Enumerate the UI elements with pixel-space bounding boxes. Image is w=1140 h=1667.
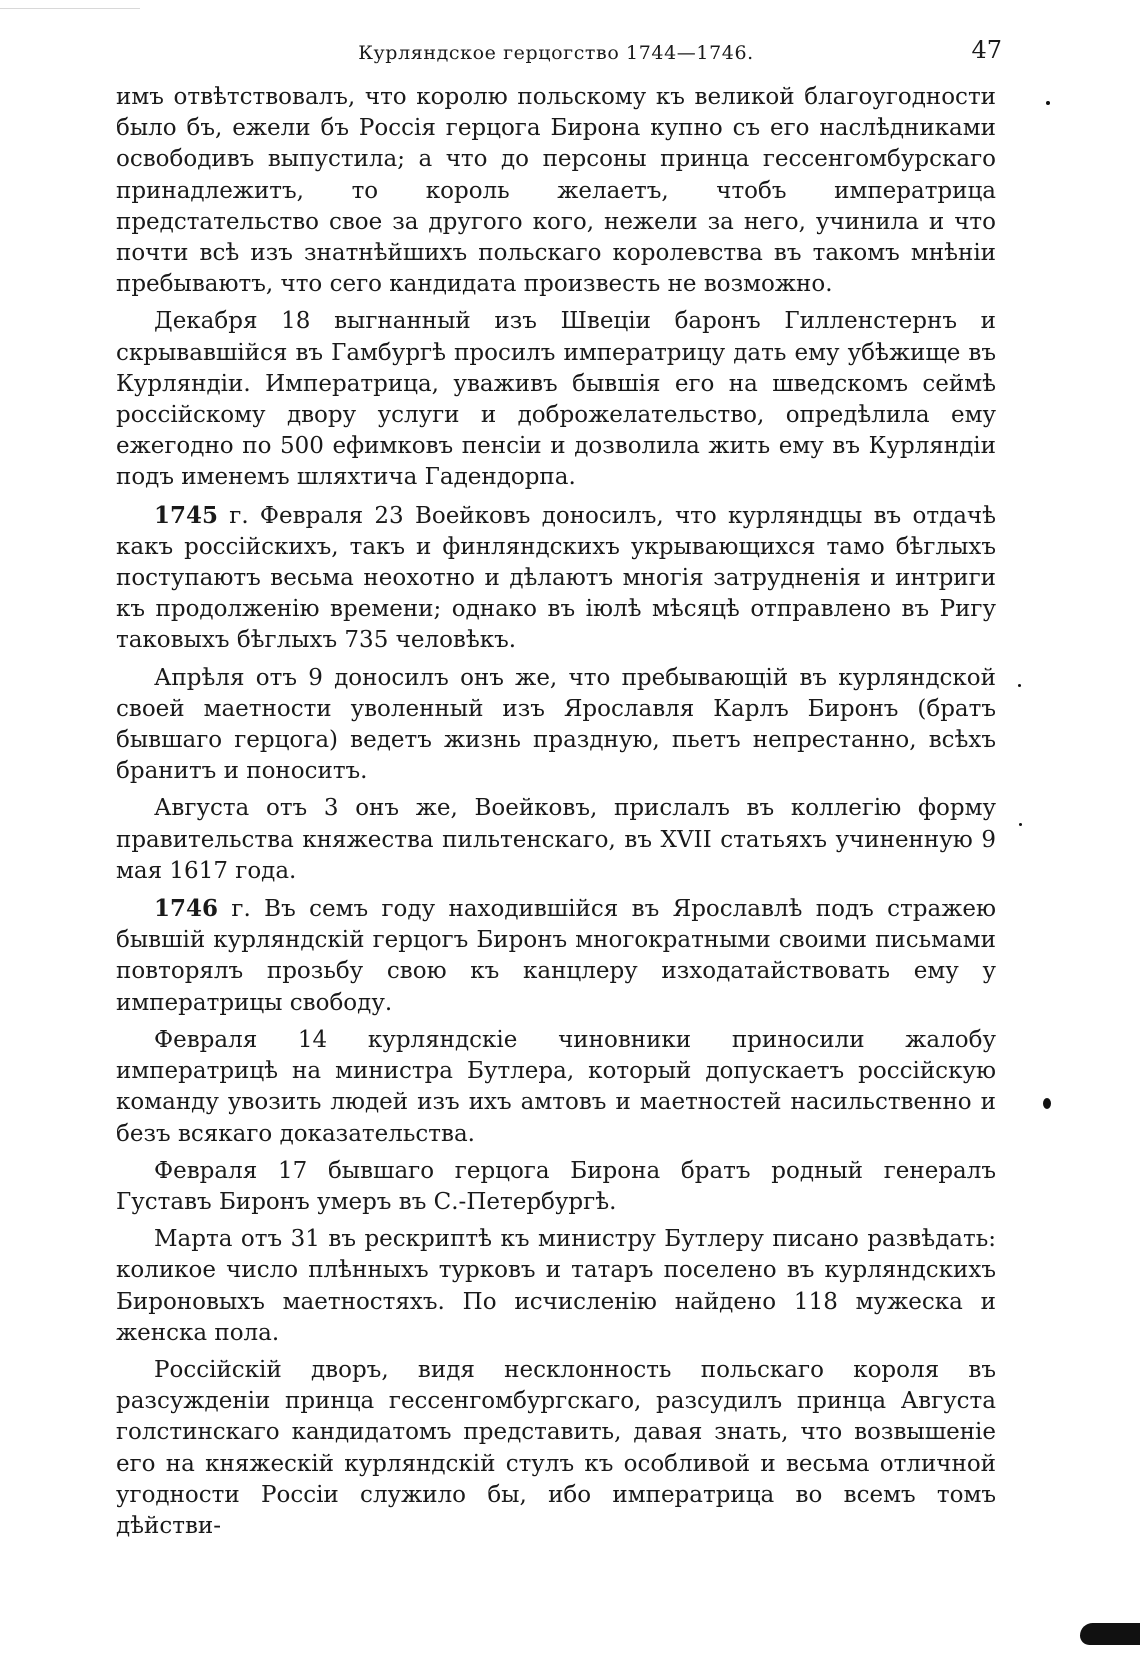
- scan-speck: [1043, 1098, 1051, 1109]
- book-page: [116, 36, 1002, 1548]
- running-title: Курляндское герцогство 1744—1746.: [358, 42, 754, 64]
- paragraph-continuation: [116, 82, 996, 300]
- paragraph-text: Декабря 18 выгнанный изъ Швеціи баронъ Гилленстернъ и скрывавшійся въ Гамбургѣ просилъ императрицу дать ему убѣжище въ Курляндіи. Императрица, уваживъ бывшія его на шведскомъ сеймѣ россійскому двору услуги и доброжелательство, опредѣлила ему ежегодно по 500 ефимковъ пенсіи и дозволила жить ему въ Курляндіи подъ именемъ шляхтича Гадендорпа.: [116, 308, 996, 491]
- paragraph-april-9: [116, 663, 996, 788]
- paragraph-text: г. Февраля 23 Воейковъ доносилъ, что курляндцы въ отдачѣ какъ россійскихъ, такъ и финляндскихъ укрывающихся тамо бѣглыхъ поступаютъ весьма неохотно и дѣлаютъ многія затрудненія и интриги къ продолженію времени; однако въ іюлѣ мѣсяцѣ отправлено въ Ригу таковыхъ бѣглыхъ 735 человѣкъ.: [116, 502, 996, 654]
- scan-speck: [1018, 684, 1021, 687]
- paragraph-february-17: [116, 1156, 996, 1218]
- year-heading: 1746: [154, 895, 219, 923]
- scan-speck: [1046, 101, 1050, 105]
- paragraph-text: Марта отъ 31 въ рескриптѣ къ министру Бутлеру писано развѣдать: коликое число плѣнныхъ турковъ и татаръ поселено въ курляндскихъ Бироновыхъ маетностяхъ. По исчисленію найдено 118 мужеска и женска пола.: [116, 1226, 996, 1346]
- year-heading: 1745: [154, 501, 219, 529]
- scan-edge: [0, 0, 140, 9]
- paragraph-text: Апрѣля отъ 9 доносилъ онъ же, что пребывающій въ курляндской своей маетности уволенный изъ Ярославля Карлъ Биронъ (братъ бывшаго герцога) ведетъ жизнь праздную, пьетъ непрестанно, всѣхъ бранитъ и поноситъ.: [116, 664, 996, 785]
- paragraph-text: имъ отвѣтствовалъ, что королю польскому къ великой благоугодности было бъ, ежели бъ Россія герцога Бирона купно съ его наслѣдниками освободивъ выпустила; а что до персоны принца гессенгомбурскаго принадлежитъ, то король желаетъ, чтобъ императрица предстательство свое за другого кого, нежели за него, учинила и что почти всѣ изъ знатнѣйшихъ польскаго королевства въ такомъ мнѣніи пребываютъ, что сего кандидата произвесть не возможно.: [116, 84, 996, 298]
- paragraph-december-18: [116, 306, 996, 493]
- body-text: [116, 82, 996, 1542]
- paragraph-text: Февраля 14 курляндскіе чиновники приносили жалобу императрицѣ на министра Бутлера, который допускаетъ россійскую команду увозить людей изъ ихъ амтовъ и маетностей насильственно и безъ всякаго доказательства.: [116, 1026, 996, 1147]
- paragraph-1746: [116, 893, 996, 1019]
- paragraph-text: Августа отъ 3 онъ же, Воейковъ, прислалъ въ коллегію форму правительства княжества пильтенскаго, въ XVII статьяхъ учиненную 9 мая 1617 года.: [116, 795, 996, 884]
- paragraph-august-3: [116, 793, 996, 887]
- scan-speck: [1019, 823, 1022, 826]
- page-number: 47: [971, 36, 1002, 64]
- paragraph-text: Февраля 17 бывшаго герцога Бирона братъ родный генералъ Густавъ Биронъ умеръ въ С.-Петербургѣ.: [116, 1157, 996, 1215]
- paragraph-text: Россійскій дворъ, видя несклонность польскаго короля въ разсужденіи принца гессенгомбургскаго, разсудилъ принца Августа голстинскаго кандидатомъ представить, давая знать, что возвышеніе его на княжескій курляндскій стулъ къ особливой и весьма отличной угодности Россіи служило бы, ибо императрица во всемъ томъ дѣйстви-: [116, 1356, 996, 1539]
- paragraph-february-14: [116, 1025, 996, 1150]
- paragraph-text: г. Въ семъ году находившійся въ Ярославлѣ подъ стражею бывшій курляндскій герцогъ Биронъ многократными своими письмами повторялъ прозьбу свою къ канцлеру изходатайствовать ему у императрицы свободу.: [116, 896, 996, 1016]
- paragraph-russian-court: [116, 1355, 996, 1542]
- running-head: [116, 36, 1002, 82]
- paragraph-1745: [116, 500, 996, 657]
- paragraph-march-31: [116, 1224, 996, 1349]
- scan-blot: [1080, 1623, 1140, 1645]
